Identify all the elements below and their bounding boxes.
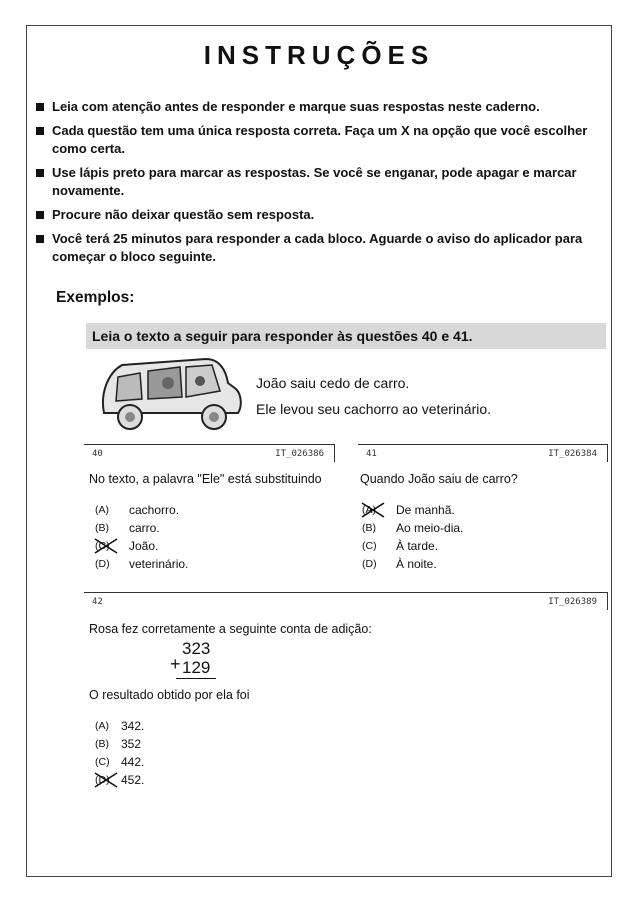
bullet-square-icon xyxy=(36,211,44,219)
story-line-2: Ele levou seu cachorro ao veterinário. xyxy=(256,401,492,417)
question-header-42 xyxy=(84,592,608,610)
x-mark-icon xyxy=(360,501,386,519)
bullet-square-icon xyxy=(36,235,44,243)
x-mark-icon xyxy=(93,771,119,789)
question-header-41 xyxy=(358,444,608,462)
question-text-40: No texto, a palavra "Ele" está substituindo xyxy=(89,472,322,486)
bullet-square-icon xyxy=(36,169,44,177)
page-title: INSTRUÇÕES xyxy=(203,40,435,70)
x-mark-icon xyxy=(93,537,119,555)
question-code: IT_026389 xyxy=(548,597,597,607)
instructions-list xyxy=(34,98,594,272)
result-prompt: O resultado obtido por ela foi xyxy=(89,688,250,702)
question-text-42: Rosa fez corretamente a seguinte conta de adição: xyxy=(89,622,372,636)
question-code: IT_026386 xyxy=(275,449,324,459)
bullet-square-icon xyxy=(36,127,44,135)
instruction-item: Use lápis preto para marcar as respostas. Se você se enganar, pode apagar e marcar novamente. xyxy=(34,164,594,200)
plus-sign: + xyxy=(170,654,181,674)
addend-bottom: 129 xyxy=(182,658,211,677)
reading-banner: Leia o texto a seguir para responder às questões 40 e 41. xyxy=(86,323,606,349)
instruction-item: Procure não deixar questão sem resposta. xyxy=(34,206,594,224)
question-text-41: Quando João saiu de carro? xyxy=(360,472,518,486)
car-illustration xyxy=(96,353,246,435)
instruction-item: Leia com atenção antes de responder e marque suas respostas neste caderno. xyxy=(34,98,594,116)
examples-heading: Exemplos: xyxy=(56,289,135,306)
instruction-item: Você terá 25 minutos para responder a cada bloco. Aguarde o aviso do aplicador para começar o bloco seguinte. xyxy=(34,230,594,266)
instruction-item: Cada questão tem uma única resposta correta. Faça um X na opção que você escolher como certa. xyxy=(34,122,594,158)
story-line-1: João saiu cedo de carro. xyxy=(256,375,410,391)
question-number: 42 xyxy=(92,597,103,607)
question-number: 41 xyxy=(366,449,377,459)
bullet-square-icon xyxy=(36,103,44,111)
question-header-40 xyxy=(84,444,335,462)
question-number: 40 xyxy=(92,449,103,459)
addend-top: 323 xyxy=(182,639,211,658)
sum-line xyxy=(176,678,216,679)
question-code: IT_026384 xyxy=(548,449,597,459)
